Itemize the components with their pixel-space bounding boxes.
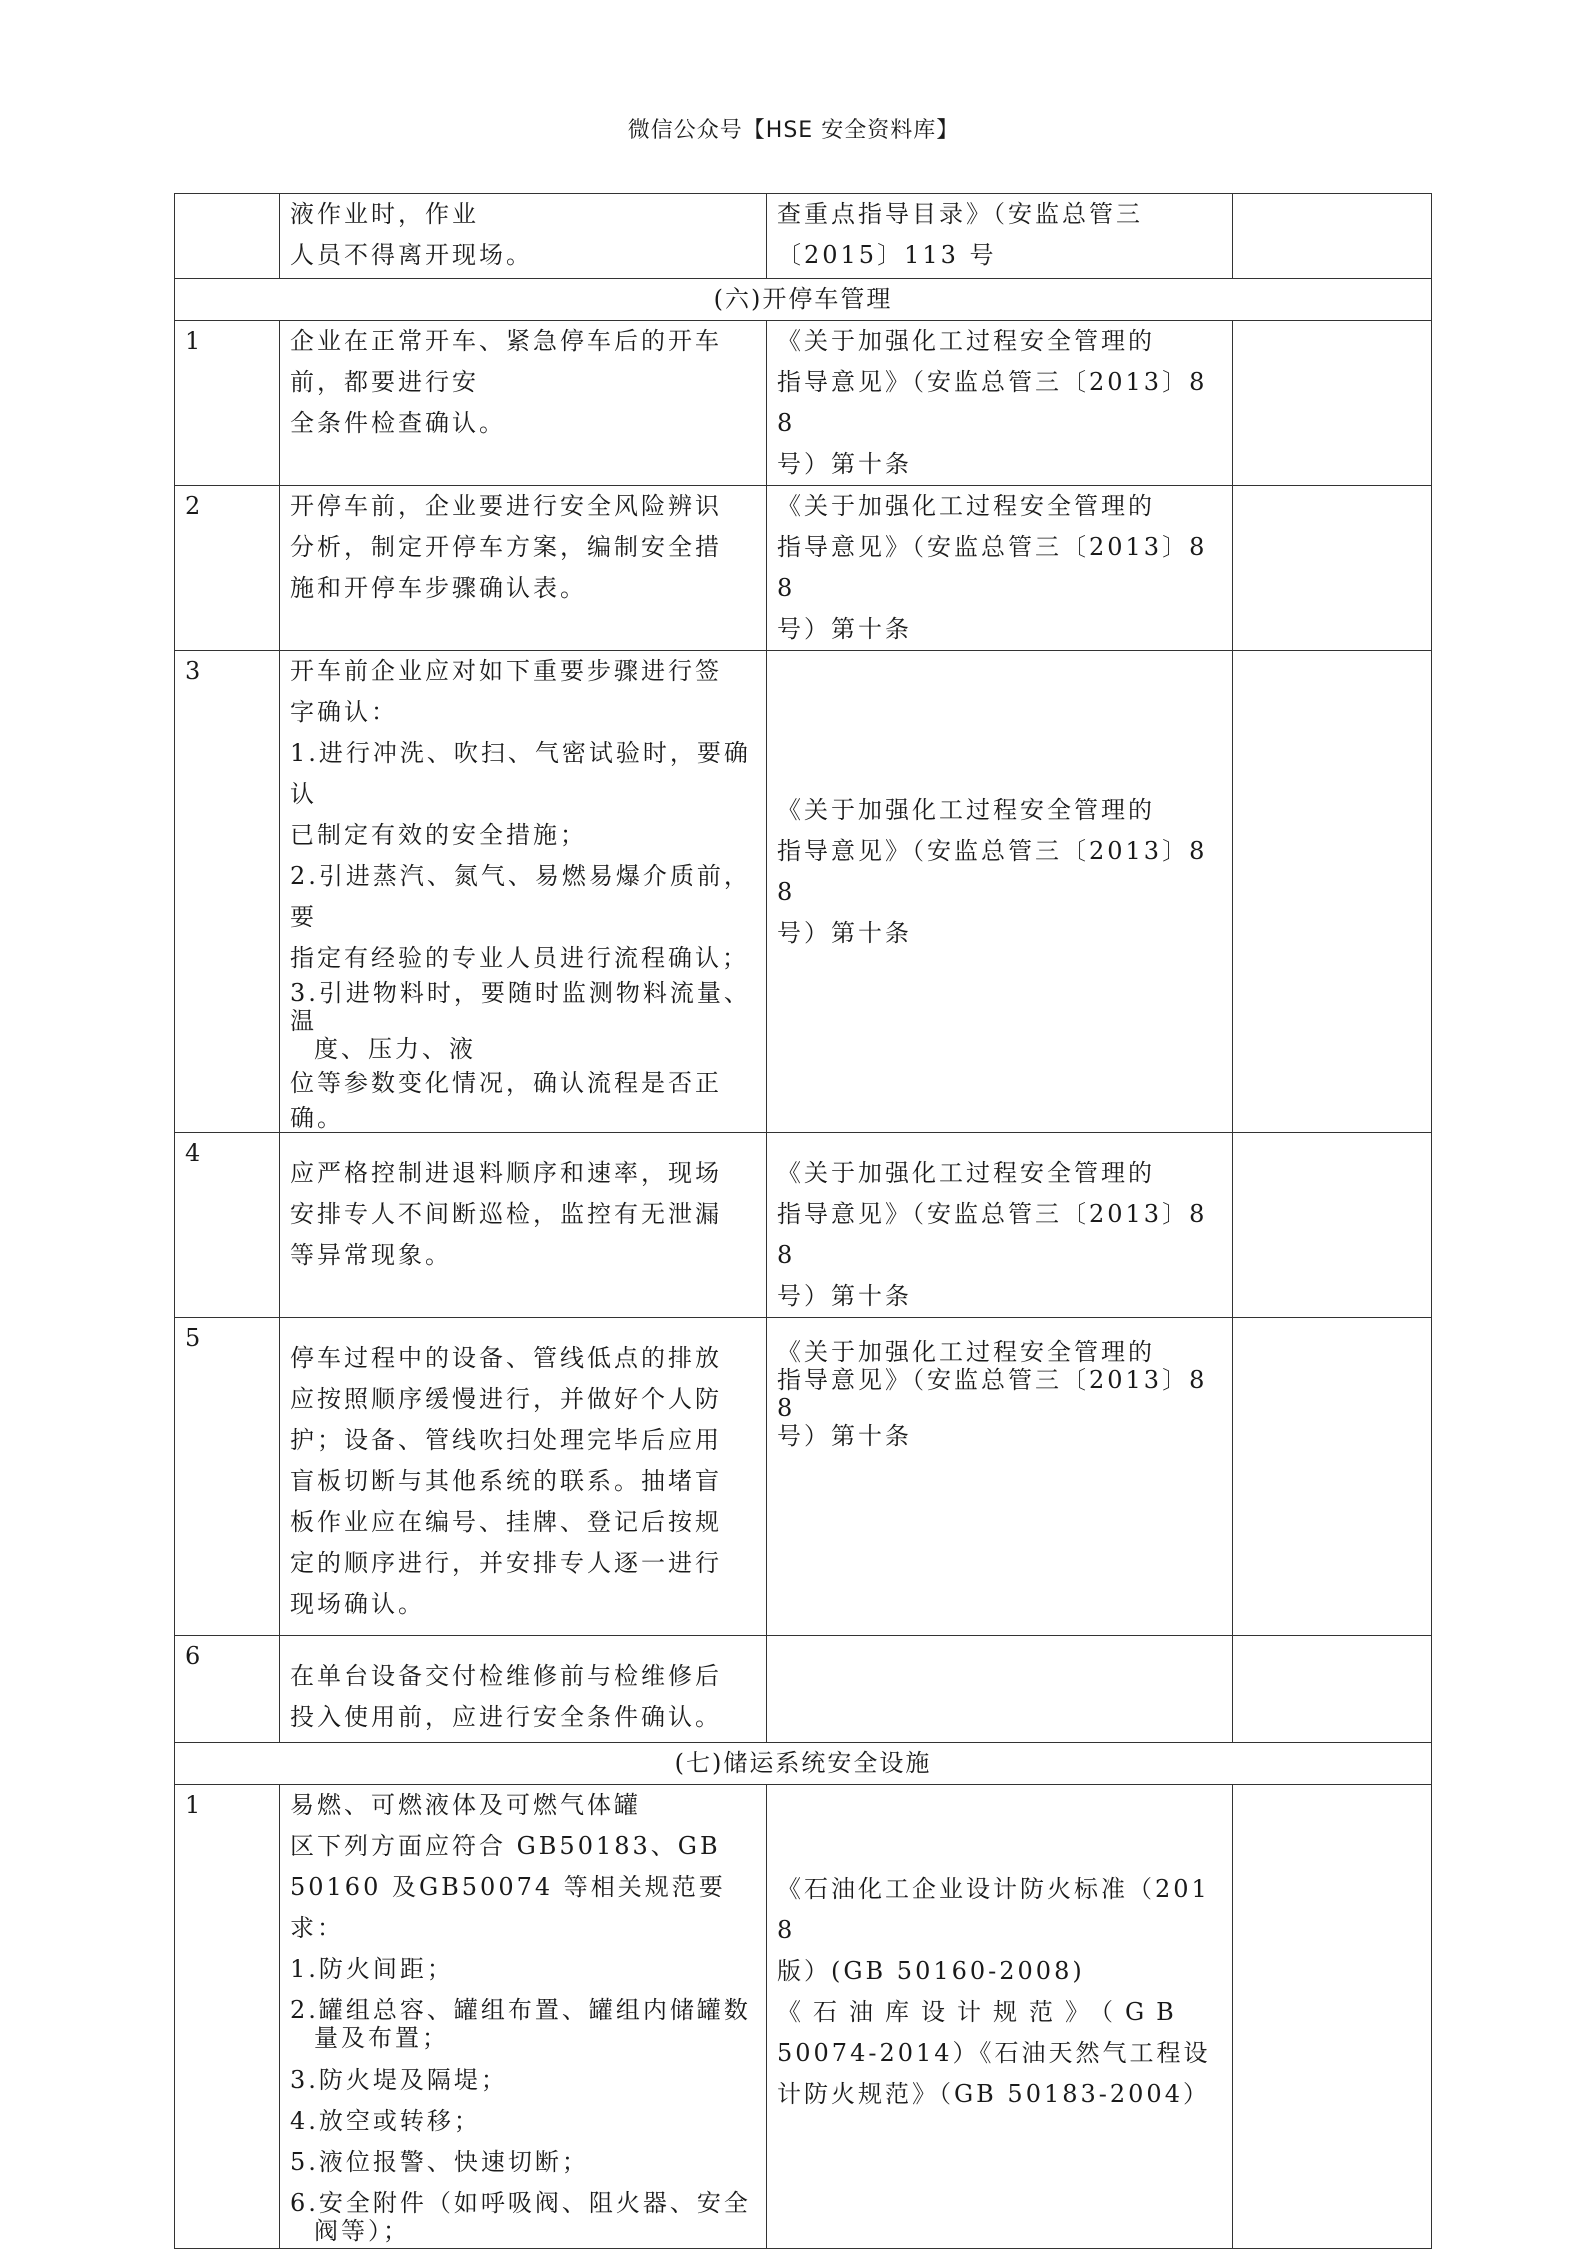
text-line: 指导意见》（安监总管三〔2013〕88 [777,1366,1208,1422]
text-line: 等异常现象。 [290,1241,452,1269]
text-line: 度、压力、液 [314,1035,476,1063]
checklist-table [174,193,1432,2249]
check-item [280,321,767,486]
basis [767,651,1233,1133]
text-line: 阀等）； [314,2217,410,2245]
check-item [280,1318,767,1636]
check-item [280,194,767,279]
text-line: 4.放空或转移； [290,2107,481,2135]
text-line: 《关于加强化工过程安全管理的 [777,1338,1155,1366]
basis [767,486,1233,651]
result-cell [1233,194,1432,279]
text-line: 号）第十条 [777,918,912,947]
basis [767,321,1233,486]
text-line: 指导意见》（安监总管三〔2013〕88 [777,368,1208,437]
text-line: 号）第十条 [777,450,912,478]
text-line: 区下列方面应符合 GB50183、GB [290,1832,721,1860]
table-row [175,1318,1432,1636]
text-line: 《关于加强化工过程安全管理的 [777,795,1155,824]
basis [767,1636,1233,1743]
basis [767,1785,1233,2249]
result-cell [1233,1133,1432,1318]
row-number: 6 [175,1636,280,1743]
text-line: 液作业时，作业 [290,200,479,228]
section-row [175,279,1432,321]
basis [767,194,1233,279]
text-line: 开停车前，企业要进行安全风险辨识 [290,492,722,520]
table-row [175,486,1432,651]
text-line: 字确认： [290,698,398,726]
check-item [280,1636,767,1743]
text-line: 指定有经验的专业人员进行流程确认； [290,944,749,972]
text-line: 〔2015〕113 号 [777,241,997,269]
text-line: 《关于加强化工过程安全管理的 [777,327,1155,355]
text-line: 1.防火间距； [290,1955,454,1983]
text-line: 投入使用前，应进行安全条件确认。 [290,1703,722,1731]
text-line: 《关于加强化工过程安全管理的 [777,492,1155,520]
text-line: 分析，制定开停车方案，编制安全措 [290,533,722,561]
text-line: 3.引进物料时，要随时监测物料流量、温 [290,979,751,1035]
table-row [175,1133,1432,1318]
text-line: 企业在正常开车、紧急停车后的开车 [290,327,722,355]
text-line: 应严格控制进退料顺序和速率，现场 [290,1159,722,1187]
table-row [175,194,1432,279]
text-line: 人员不得离开现场。 [290,241,533,269]
text-line: 开车前企业应对如下重要步骤进行签 [290,657,722,685]
text-line: 在单台设备交付检维修前与检维修后 [290,1662,722,1690]
section-title: (七)储运系统安全设施 [175,1743,1432,1785]
result-cell [1233,1785,1432,2249]
row-number: 1 [175,321,280,486]
text-line: 指导意见》（安监总管三〔2013〕88 [777,1200,1208,1269]
text-line: 5.液位报警、快速切断； [290,2148,589,2176]
row-number: 5 [175,1318,280,1636]
text-line: 定的顺序进行，并安排专人逐一进行 [290,1549,722,1577]
text-line: 盲板切断与其他系统的联系。抽堵盲 [290,1467,722,1495]
text-line: 全条件检查确认。 [290,409,506,437]
row-number: 4 [175,1133,280,1318]
text-line: 安排专人不间断巡检，监控有无泄漏 [290,1200,722,1228]
text-line: 《石油化工企业设计防火标准（2018 [777,1875,1210,1944]
text-line: 版）(GB 50160-2008) [777,1957,1085,1985]
result-cell [1233,1636,1432,1743]
basis [767,1318,1233,1636]
text-line: 2.罐组总容、罐组布置、罐组内储罐数 [290,1996,751,2024]
row-number [175,194,280,279]
text-line: 应按照顺序缓慢进行，并做好个人防 [290,1385,722,1413]
text-line: 停车过程中的设备、管线低点的排放 [290,1344,722,1372]
basis [767,1133,1233,1318]
text-line: 号）第十条 [777,615,912,643]
text-line: 1.进行冲洗、吹扫、气密试验时，要确认 [290,739,751,808]
section-row [175,1743,1432,1785]
text-line: 易燃、可燃液体及可燃气体罐 [290,1791,641,1819]
section-title: (六)开停车管理 [175,279,1432,321]
table-row [175,321,1432,486]
text-line: 《石油库设计规范》（GB [777,1998,1186,2026]
check-item [280,651,767,1133]
text-line: 50160 及GB50074 等相关规范要求： [290,1873,726,1942]
text-line: 50074-2014）《石油天然气工程设 [777,2039,1211,2067]
check-item [280,486,767,651]
row-number: 2 [175,486,280,651]
table-row [175,1636,1432,1743]
table-row [175,1785,1432,2249]
text-line: 施和开停车步骤确认表。 [290,574,587,602]
text-line: 指导意见》（安监总管三〔2013〕88 [777,836,1208,906]
text-line: 位等参数变化情况，确认流程是否正 [290,1069,722,1097]
text-line: 号）第十条 [777,1282,912,1310]
text-line: 现场确认。 [290,1590,425,1618]
result-cell [1233,651,1432,1133]
result-cell [1233,1318,1432,1636]
result-cell [1233,486,1432,651]
text-line: 6.安全附件（如呼吸阀、阻火器、安全 [290,2189,751,2217]
text-line: 《关于加强化工过程安全管理的 [777,1159,1155,1187]
check-item [280,1133,767,1318]
table-row [175,651,1432,1133]
row-number: 3 [175,651,280,1133]
text-line: 板作业应在编号、挂牌、登记后按规 [290,1508,722,1536]
text-line: 指导意见》（安监总管三〔2013〕88 [777,533,1208,602]
result-cell [1233,321,1432,486]
check-item [280,1785,767,2249]
text-line: 前，都要进行安 [290,368,479,396]
text-line: 号）第十条 [777,1422,912,1450]
text-line: 确。 [290,1104,344,1132]
page-header: 微信公众号【HSE 安全资料库】 [627,118,960,143]
text-line: 3.防火堤及隔堤； [290,2066,508,2094]
text-line: 已制定有效的安全措施； [290,821,587,849]
text-line: 查重点指导目录》（安监总管三 [777,200,1143,228]
text-line: 护；设备、管线吹扫处理完毕后应用 [290,1426,722,1454]
text-line: 2.引进蒸汽、氮气、易燃易爆介质前，要 [290,862,751,931]
row-number: 1 [175,1785,280,2249]
text-line: 量及布置； [314,2024,449,2052]
text-line: 计防火规范》（GB 50183-2004） [777,2080,1210,2108]
